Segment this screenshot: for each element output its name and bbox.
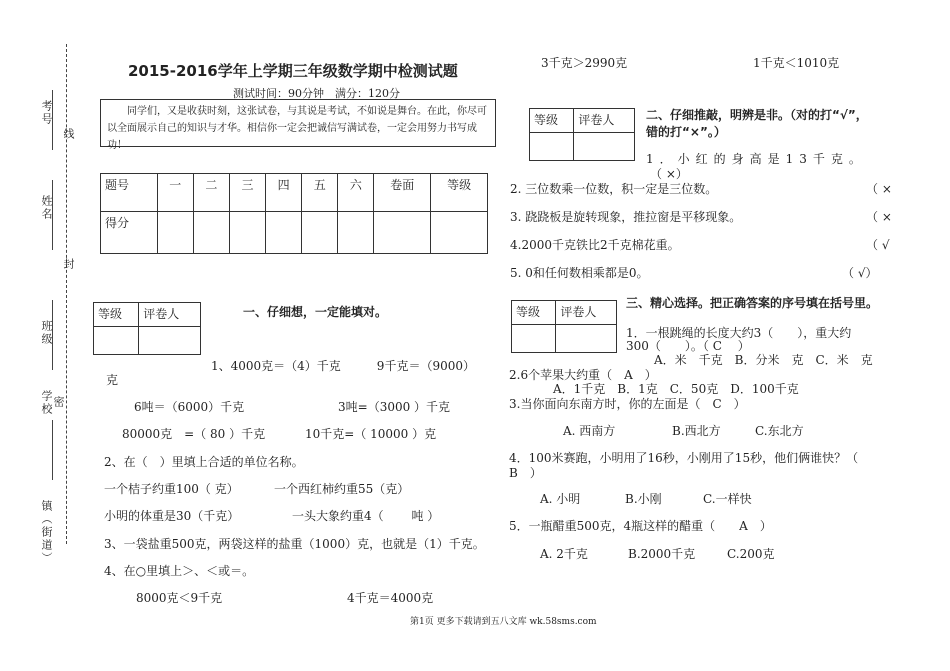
label-banji: 班级: [40, 320, 53, 346]
s3-q4-opt-c: C.一样快: [703, 492, 752, 506]
s1-q2-d: 一头大象约重4（ 吨 ）: [292, 509, 440, 523]
s1-q2: 2、在（ ）里填上合适的单位名称。: [104, 455, 304, 469]
section3-title: 三、精心选择。把正确答案的序号填在括号里。: [626, 296, 879, 310]
label-xian: 线: [62, 128, 75, 141]
grader-cell[interactable]: [556, 325, 617, 353]
fill-line-xuexiao: [52, 420, 53, 480]
fill-line-banji: [52, 300, 53, 370]
s1-q1-line2b: 3吨=（3000 ）千克: [338, 400, 451, 414]
label-kaohao: 考号: [40, 100, 53, 126]
s1-q4-d: 1千克＜1010克: [753, 56, 840, 70]
s3-q4-opt-a: A. 小明: [540, 492, 581, 506]
s3-q4-opt-b: B.小刚: [625, 492, 662, 506]
grader-box-3: [511, 300, 617, 353]
grader-col-grader: 评卷人: [556, 301, 617, 325]
grader-col-grader: 评卷人: [139, 303, 201, 327]
score-cell[interactable]: [229, 212, 265, 254]
score-cell[interactable]: [157, 212, 193, 254]
s1-q4-c: 3千克＞2990克: [541, 56, 628, 70]
score-header-cell: 一: [157, 174, 193, 212]
score-cell[interactable]: [431, 212, 488, 254]
s1-q1-line3b: 10千克=（ 10000 ）克: [305, 427, 437, 441]
label-mi: 密: [52, 396, 65, 409]
s1-q2-b: 一个西红柿约重55（克）: [274, 482, 410, 496]
s1-q1-line1: 1、4000克＝（4）千克 9千克＝（9000）: [211, 359, 475, 373]
grader-col-level: 等级: [512, 301, 556, 325]
s2-item-1-mark: （ ×）: [650, 167, 688, 181]
s2-item-3-mark: （ ×: [866, 210, 892, 224]
score-cell[interactable]: [374, 212, 431, 254]
s3-q5-opt-c: C.200克: [727, 547, 775, 561]
binding-line: [66, 44, 67, 544]
s1-q2-a: 一个桔子约重100（ 克）: [104, 482, 239, 496]
section2-title: 二、仔细推敲，明辨是非。（对的打“√”，: [646, 108, 868, 122]
score-header-cell: 四: [266, 174, 302, 212]
s2-item-3: 3. 跷跷板是旋转现象，推拉窗是平移现象。: [510, 210, 742, 224]
score-header-cell: 五: [302, 174, 338, 212]
label-zhen: 镇（街道）: [40, 500, 53, 565]
s3-q3-opt-a: A. 西南方: [563, 424, 616, 438]
fill-line-kaohao: [52, 90, 53, 150]
s3-q4-line2: B ）: [509, 466, 542, 480]
s3-q3-opt-b: B.西北方: [672, 424, 721, 438]
s2-item-2-mark: （ ×: [866, 182, 892, 196]
s3-q4-line1: 4．100米赛跑，小明用了16秒，小刚用了15秒，他们俩谁快？（: [509, 451, 859, 465]
score-cell[interactable]: [338, 212, 374, 254]
s2-item-4: 4.2000千克铁比2千克棉花重。: [510, 238, 680, 252]
s3-q1-opts: A．米 千克 B．分米 克 C．米 克: [654, 353, 873, 367]
section1-title: 一、仔细想，一定能填对。: [243, 305, 388, 319]
score-cell[interactable]: [266, 212, 302, 254]
s1-q4-b: 4千克＝4000克: [347, 591, 434, 605]
section2-title-line2: 错的打“×”。）: [646, 125, 726, 139]
page-title: 2015-2016学年上学期三年级数学期中检测试题: [128, 62, 458, 80]
label-xuexiao: 学校: [40, 390, 53, 416]
s2-item-5: 5. 0和任何数相乘都是0。: [510, 266, 649, 280]
intro-text: 同学们，又是收获时刻，这张试卷，与其说是考试，不如说是舞台。在此，你尽可以全面展示自己的知识与才华。相信你一定会把诚信写满试卷，一定会用努力书写成功！: [107, 106, 487, 151]
s3-q2: 2.6个苹果大约重（ A ）: [509, 368, 657, 382]
score-header-cell: 六: [338, 174, 374, 212]
s3-q2-opts: A．1千克 B．1克 C．50克 D．100千克: [553, 382, 799, 396]
s3-q3-opt-c: C.东北方: [755, 424, 804, 438]
s1-q1-line3a: 80000克 =（ 80 ）千克: [122, 427, 266, 441]
page-footer: 第1页 更多下载请到五八文库 wk.58sms.com: [410, 617, 597, 627]
s3-q5: 5．一瓶醋重500克，4瓶这样的醋重（ A ）: [509, 519, 772, 533]
score-header-cell: 三: [229, 174, 265, 212]
s2-item-2: 2. 三位数乘一位数，积一定是三位数。: [510, 182, 718, 196]
s3-q1-line2: 300（ ）。（ C ）: [626, 339, 750, 353]
s3-q1-line1: 1．一根跳绳的长度大约3（ ），重大约: [626, 326, 852, 340]
intro-box: [100, 99, 496, 151]
s2-item-1: 1．小红的身高是13千克。: [646, 152, 867, 166]
grader-box-1: [93, 302, 201, 355]
s3-q5-opt-b: B.2000千克: [628, 547, 696, 561]
grader-col-level: 等级: [530, 109, 574, 133]
s1-q1-line2a: 6吨＝（6000）千克: [134, 400, 245, 414]
score-row-label: 得分: [101, 212, 158, 254]
score-header-cell: 二: [193, 174, 229, 212]
grader-col-grader: 评卷人: [574, 109, 635, 133]
s1-q3: 3、一袋盐重500克，两袋这样的盐重（1000）克，也就是（1）千克。: [104, 537, 485, 551]
grader-cell[interactable]: [574, 133, 635, 161]
s1-q4-a: 8000克＜9千克: [136, 591, 223, 605]
label-feng: 封: [62, 258, 75, 271]
grader-cell[interactable]: [530, 133, 574, 161]
s1-q4: 4、在○里填上＞、＜或＝。: [104, 564, 255, 578]
grader-box-2: [529, 108, 635, 161]
score-header-cell: 题号: [101, 174, 158, 212]
s3-q3: 3.当你面向东南方时，你的左面是（ C ）: [509, 397, 746, 411]
label-xingming: 姓名: [40, 195, 53, 221]
s2-item-5-mark: （ √）: [842, 266, 878, 280]
grader-col-level: 等级: [94, 303, 139, 327]
s3-q5-opt-a: A. 2千克: [540, 547, 588, 561]
score-header-cell: 等级: [431, 174, 488, 212]
grader-cell[interactable]: [94, 327, 139, 355]
score-cell[interactable]: [193, 212, 229, 254]
grader-cell[interactable]: [139, 327, 201, 355]
score-table: [100, 173, 488, 254]
fill-line-xingming: [52, 180, 53, 250]
s1-q2-c: 小明的体重是30（千克）: [104, 509, 240, 523]
s2-item-4-mark: （ √: [866, 238, 890, 252]
grader-cell[interactable]: [512, 325, 556, 353]
subtitle: 测试时间：90分钟 满分：120分: [233, 87, 400, 100]
score-cell[interactable]: [302, 212, 338, 254]
s1-q1-wrap: 克: [106, 373, 119, 387]
score-header-cell: 卷面: [374, 174, 431, 212]
